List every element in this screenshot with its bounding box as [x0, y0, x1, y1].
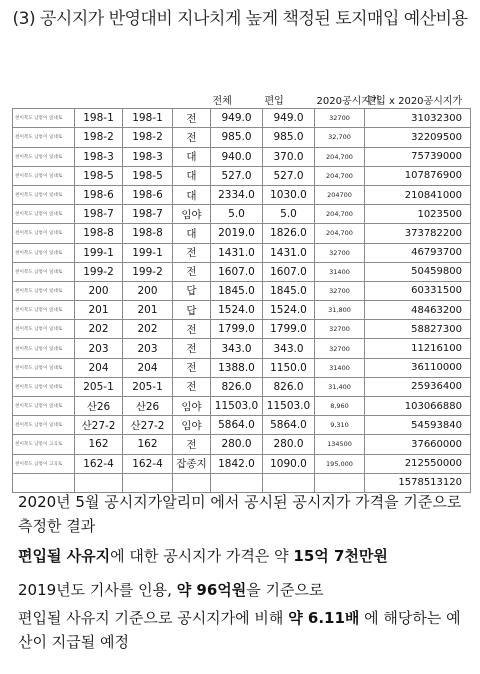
included-area-cell: 11503.0: [263, 397, 315, 416]
product-cell: 48463200: [365, 301, 471, 320]
address-cell: 천이복도 남통이 일대토: [13, 416, 75, 435]
total-area-cell: 5.0: [211, 205, 263, 224]
parcel-cell: 198-5: [123, 166, 173, 185]
price-cell: 8,960: [315, 397, 365, 416]
included-area-cell: 5864.0: [263, 416, 315, 435]
included-area-cell: 1030.0: [263, 185, 315, 204]
total-area-cell: 343.0: [211, 339, 263, 358]
parcel-cell: 162: [75, 435, 123, 454]
total-area-cell: 1842.0: [211, 454, 263, 473]
parcel-cell: 198-3: [75, 147, 123, 166]
land-type-cell: 임야: [173, 416, 211, 435]
parcel-cell: 199-1: [123, 243, 173, 262]
product-cell: 1023500: [365, 205, 471, 224]
table-row: [13, 185, 471, 204]
address-cell: 천이복도 남통이 일대토: [13, 166, 75, 185]
product-cell: 373782200: [365, 224, 471, 243]
product-cell: 46793700: [365, 243, 471, 262]
total-area-cell: 1524.0: [211, 301, 263, 320]
total-area-cell: 2334.0: [211, 185, 263, 204]
land-type-cell: 대: [173, 147, 211, 166]
parcel-cell: 204: [123, 358, 173, 377]
parcel-cell: 200: [123, 281, 173, 300]
land-type-cell: 전: [173, 243, 211, 262]
table-row: [13, 147, 471, 166]
parcel-cell: 198-2: [75, 128, 123, 147]
land-price-table-container: [12, 90, 470, 493]
parcel-cell: 202: [75, 320, 123, 339]
address-cell: 천이복도 남통이 일대토: [13, 377, 75, 396]
included-area-cell: 949.0: [263, 109, 315, 128]
total-area-cell: 1388.0: [211, 358, 263, 377]
address-cell: 천이복도 남통이 일대토: [13, 301, 75, 320]
address-cell: 천이복도 남통이 일대토: [13, 339, 75, 358]
table-row: [13, 205, 471, 224]
land-price-table: [12, 90, 471, 493]
land-type-cell: 전: [173, 435, 211, 454]
land-type-cell: 대: [173, 185, 211, 204]
land-type-cell: 답: [173, 281, 211, 300]
table-row: [13, 301, 471, 320]
land-type-cell: 임야: [173, 397, 211, 416]
total-area-cell: 1799.0: [211, 320, 263, 339]
text-mid: 에 대한 공시지가 가격은 약: [110, 547, 294, 565]
header-product: 편입 x 2020공시지가: [366, 95, 463, 107]
land-type-cell: 전: [173, 377, 211, 396]
page-title: (3) 공시지가 반영대비 지나치게 높게 책정된 토지매입 예산비용: [12, 9, 468, 29]
price-cell: 31,800: [315, 301, 365, 320]
land-type-cell: 전: [173, 358, 211, 377]
land-type-cell: 잡종지: [173, 454, 211, 473]
included-area-cell: 1150.0: [263, 358, 315, 377]
address-cell: 천이복도 남통이 일대토: [13, 205, 75, 224]
parcel-cell: 산26: [75, 397, 123, 416]
product-cell: 60331500: [365, 281, 471, 300]
table-row: [13, 109, 471, 128]
price-cell: 32700: [315, 339, 365, 358]
price-cell: 204,700: [315, 166, 365, 185]
price-cell: 32700: [315, 243, 365, 262]
parcel-cell: 200: [75, 281, 123, 300]
product-cell: 107876900: [365, 166, 471, 185]
product-cell: 50459800: [365, 262, 471, 281]
address-cell: 천이복도 남통이 일대토: [13, 128, 75, 147]
total-area-cell: 2019.0: [211, 224, 263, 243]
parcel-cell: 199-2: [123, 262, 173, 281]
address-cell: 천이복도 남통이 고곡토: [13, 454, 75, 473]
text-pre: 편입될 사유지 기준으로 공시지가에 비해: [18, 609, 289, 627]
paragraph-ratio: [18, 606, 470, 654]
parcel-cell: 198-5: [75, 166, 123, 185]
address-cell: 천이복도 남통이 일대토: [13, 109, 75, 128]
price-cell: 195,000: [315, 454, 365, 473]
price-cell: 204,700: [315, 147, 365, 166]
product-cell: 25936400: [365, 377, 471, 396]
total-area-cell: 940.0: [211, 147, 263, 166]
parcel-cell: 203: [75, 339, 123, 358]
price-cell: 32700: [315, 109, 365, 128]
price-cell: 32700: [315, 281, 365, 300]
parcel-cell: 198-2: [123, 128, 173, 147]
paragraph-basis: 2020년 5월 공시지가알리미 에서 공시된 공시지가 가격을 기준으로 측정한 결과: [18, 493, 462, 535]
parcel-cell: 162: [123, 435, 173, 454]
text-post: 에 해당하는 예산이 지급될 예정: [18, 609, 461, 651]
table-row: [13, 454, 471, 473]
included-area-cell: 280.0: [263, 435, 315, 454]
table-body: [13, 109, 471, 493]
address-cell: 천이복도 남통이 일대토: [13, 262, 75, 281]
included-area-cell: 826.0: [263, 377, 315, 396]
land-type-cell: 대: [173, 166, 211, 185]
parcel-cell: 198-3: [123, 147, 173, 166]
land-type-cell: 전: [173, 109, 211, 128]
total-area-cell: 280.0: [211, 435, 263, 454]
product-cell: 210841000: [365, 185, 471, 204]
parcel-cell: 202: [123, 320, 173, 339]
table-row: [13, 128, 471, 147]
included-area-cell: 1431.0: [263, 243, 315, 262]
table-row: [13, 320, 471, 339]
parcel-cell: 162-4: [75, 454, 123, 473]
land-type-cell: 임야: [173, 205, 211, 224]
total-area-cell: 1607.0: [211, 262, 263, 281]
total-area-cell: 11503.0: [211, 397, 263, 416]
table-row: [13, 339, 471, 358]
total-area-cell: 1845.0: [211, 281, 263, 300]
text-post: 을 기준으로: [246, 581, 324, 599]
included-area-cell: 527.0: [263, 166, 315, 185]
land-type-cell: 대: [173, 224, 211, 243]
parcel-cell: 201: [75, 301, 123, 320]
product-cell: 103066880: [365, 397, 471, 416]
land-type-cell: 답: [173, 301, 211, 320]
header-part: 편입: [264, 95, 284, 107]
bold-ratio: 약 6.11배: [288, 609, 360, 627]
total-area-cell: 1431.0: [211, 243, 263, 262]
address-cell: 천이복도 남통이 일대토: [13, 147, 75, 166]
included-area-cell: 1524.0: [263, 301, 315, 320]
parcel-cell: 198-6: [123, 185, 173, 204]
address-cell: 천이복도 남통이 고곡토: [13, 435, 75, 454]
product-cell: 212550000: [365, 454, 471, 473]
parcel-cell: 198-7: [75, 205, 123, 224]
price-cell: 134500: [315, 435, 365, 454]
included-area-cell: 1607.0: [263, 262, 315, 281]
table-row: [13, 435, 471, 454]
parcel-cell: 198-7: [123, 205, 173, 224]
parcel-cell: 198-8: [75, 224, 123, 243]
table-row: [13, 262, 471, 281]
table-row: [13, 377, 471, 396]
address-cell: 천이복도 남통이 일대토: [13, 243, 75, 262]
parcel-cell: 203: [123, 339, 173, 358]
table-row: [13, 281, 471, 300]
included-area-cell: 1799.0: [263, 320, 315, 339]
land-type-cell: 전: [173, 128, 211, 147]
total-area-cell: 5864.0: [211, 416, 263, 435]
paragraph-article: [18, 578, 323, 602]
parcel-cell: 198-8: [123, 224, 173, 243]
bold-amount: 15억 7천만원: [293, 547, 388, 565]
text-pre: 2019년도 기사를 인용,: [18, 581, 177, 599]
land-type-cell: 전: [173, 320, 211, 339]
parcel-cell: 198-6: [75, 185, 123, 204]
parcel-cell: 산27-2: [75, 416, 123, 435]
product-cell: 58827300: [365, 320, 471, 339]
included-area-cell: 370.0: [263, 147, 315, 166]
address-cell: 천이복도 남통이 일대토: [13, 281, 75, 300]
table-row: [13, 416, 471, 435]
header-total: 전체: [212, 95, 232, 107]
parcel-cell: 산26: [123, 397, 173, 416]
table-row: [13, 358, 471, 377]
table-row: [13, 166, 471, 185]
price-cell: 31,400: [315, 377, 365, 396]
parcel-cell: 205-1: [123, 377, 173, 396]
price-cell: 204,700: [315, 205, 365, 224]
included-area-cell: 343.0: [263, 339, 315, 358]
product-cell: 75739000: [365, 147, 471, 166]
price-cell: 32,700: [315, 128, 365, 147]
price-cell: 204700: [315, 185, 365, 204]
table-row: [13, 224, 471, 243]
bold-private-land: 편입될 사유지: [18, 547, 111, 565]
address-cell: 천이복도 남통이 일대토: [13, 397, 75, 416]
parcel-cell: 198-1: [123, 109, 173, 128]
price-cell: 32700: [315, 320, 365, 339]
land-type-cell: 전: [173, 339, 211, 358]
parcel-cell: 201: [123, 301, 173, 320]
total-area-cell: 527.0: [211, 166, 263, 185]
parcel-cell: 199-2: [75, 262, 123, 281]
product-cell: 36110000: [365, 358, 471, 377]
parcel-cell: 205-1: [75, 377, 123, 396]
product-cell: 37660000: [365, 435, 471, 454]
bold-budget: 약 96억원: [176, 581, 247, 599]
included-area-cell: 5.0: [263, 205, 315, 224]
address-cell: 천이복도 남통이 일대토: [13, 358, 75, 377]
parcel-cell: 산27-2: [123, 416, 173, 435]
table-header-row: [13, 90, 471, 109]
included-area-cell: 1845.0: [263, 281, 315, 300]
product-cell: 31032300: [365, 109, 471, 128]
product-cell: 11216100: [365, 339, 471, 358]
included-area-cell: 1826.0: [263, 224, 315, 243]
total-area-cell: 949.0: [211, 109, 263, 128]
header-price: 2020공시지가: [316, 95, 381, 107]
product-cell: 32209500: [365, 128, 471, 147]
price-cell: 31400: [315, 358, 365, 377]
paragraph-total-price: [18, 544, 388, 568]
table-row: [13, 397, 471, 416]
grand-total-cell: 1578513120: [365, 473, 471, 492]
included-area-cell: 985.0: [263, 128, 315, 147]
included-area-cell: 1090.0: [263, 454, 315, 473]
price-cell: 31400: [315, 262, 365, 281]
parcel-cell: 198-1: [75, 109, 123, 128]
product-cell: 54593840: [365, 416, 471, 435]
parcel-cell: 204: [75, 358, 123, 377]
parcel-cell: 199-1: [75, 243, 123, 262]
price-cell: 9,310: [315, 416, 365, 435]
total-area-cell: 985.0: [211, 128, 263, 147]
land-type-cell: 전: [173, 262, 211, 281]
table-row: [13, 243, 471, 262]
price-cell: 204,700: [315, 224, 365, 243]
address-cell: 천이복도 남통이 일대토: [13, 185, 75, 204]
total-area-cell: 826.0: [211, 377, 263, 396]
parcel-cell: 162-4: [123, 454, 173, 473]
address-cell: 천이복도 남통이 일대토: [13, 224, 75, 243]
address-cell: 천이복도 남통이 일대토: [13, 320, 75, 339]
